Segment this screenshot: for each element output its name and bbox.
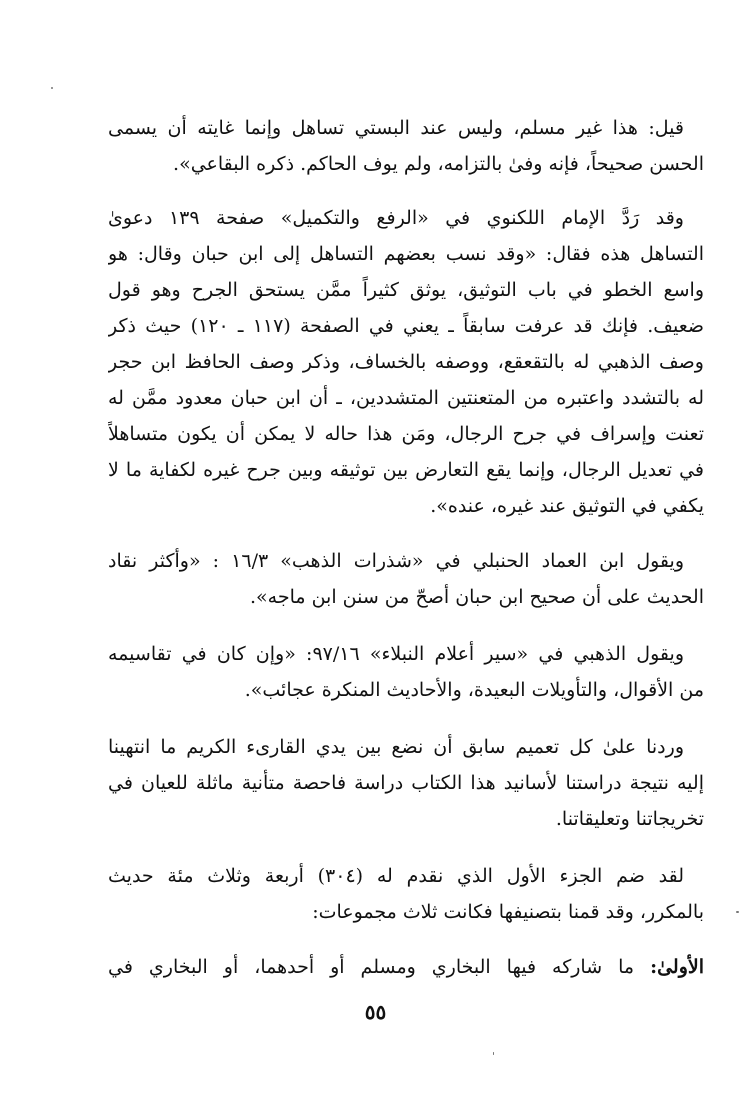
text-line: وقد رَدَّ الإمام اللكنوي في «الرفع والتكميل» صفحة ١٣٩ دعوىٰ bbox=[108, 207, 684, 229]
paragraph-2 bbox=[108, 200, 704, 524]
text-line: لقد ضم الجزء الأول الذي نقدم له (٣٠٤) أربعة وثلاث مئة حديث bbox=[108, 865, 684, 887]
paragraph-3 bbox=[108, 543, 704, 615]
page-number: ٥٥ bbox=[364, 1000, 387, 1024]
text-line-content: ما شاركه فيها البخاري ومسلم أو أحدهما، أو البخاري في bbox=[108, 956, 651, 978]
text-line: تخريجاتنا وتعليقاتنا. bbox=[555, 808, 704, 830]
scan-speck bbox=[493, 1052, 494, 1055]
text-line: قيل: هذا غير مسلم، وليس عند البستي تساهل وإنما غايته أن يسمى bbox=[108, 117, 684, 139]
paragraph-7 bbox=[108, 949, 704, 985]
text-line: ويقول ابن العماد الحنبلي في «شذرات الذهب» ١٦/٣ : «وأكثر نقاد bbox=[108, 550, 685, 572]
text-line: إليه نتيجة دراستنا لأسانيد هذا الكتاب دراسة فاحصة متأنية ماثلة للعيان في bbox=[108, 772, 704, 794]
text-line: ويقول الذهبي في «سير أعلام النبلاء» ٩٧/١٦: «وإن كان في تقاسيمه bbox=[108, 643, 684, 665]
text-line: له بالتشدد واعتبره من المتعنتين المتشددين، ـ أن ابن حبان معدود ممَّن له bbox=[108, 387, 704, 409]
text-line: وصف الذهبي له بالتقعقع، ووصفه بالخساف، وذكر وصف الحافظ ابن حجر bbox=[108, 351, 704, 373]
text-line: تعنت وإسراف في جرح الرجال، ومَن هذا حاله لا يمكن أن يكون متساهلاً bbox=[108, 423, 704, 445]
text-line: ضعيف. فإنك قد عرفت سابقاً ـ يعني في الصفحة (١١٧ ـ ١٢٠) حيث ذكر bbox=[108, 315, 704, 337]
scan-speck bbox=[51, 87, 53, 89]
text-line: وردنا علىٰ كل تعميم سابق أن نضع بين يدي القارىء الكريم ما انتهينا bbox=[108, 736, 684, 758]
text-line: من الأقوال، والتأويلات البعيدة، والأحاديث المنكرة عجائب». bbox=[244, 679, 704, 701]
text-line: الحسن صحيحاً، فإنه وفىٰ بالتزامه، ولم يوف الحاكم. ذكره البقاعي». bbox=[173, 153, 704, 175]
scan-speck bbox=[736, 911, 739, 913]
text-line: واسع الخطو في باب التوثيق، يوثق كثيراً ممَّن يستحق الجرح وهو قول bbox=[108, 279, 704, 301]
text-line: بالمكرر، وقد قمنا بتصنيفها فكانت ثلاث مجموعات: bbox=[312, 901, 704, 923]
paragraph-5 bbox=[108, 729, 704, 837]
text-line: التساهل هذه فقال: «وقد نسب بعضهم التساهل إلى ابن حبان وقال: هو bbox=[108, 243, 704, 265]
text-line: يكفي في التوثيق عند غيره، عنده». bbox=[430, 495, 704, 517]
text-line bbox=[108, 949, 704, 985]
text-line: الحديث على أن صحيح ابن حبان أصحّ من سنن ابن ماجه». bbox=[249, 586, 704, 608]
paragraph-1 bbox=[108, 110, 704, 182]
paragraph-4 bbox=[108, 636, 704, 708]
paragraph-6 bbox=[108, 858, 704, 930]
section-lead: الأولىٰ: bbox=[650, 956, 704, 978]
text-line: في تعديل الرجال، وإنما يقع التعارض بين توثيقه وبين جرح غيره لكفاية ما لا bbox=[108, 459, 704, 481]
